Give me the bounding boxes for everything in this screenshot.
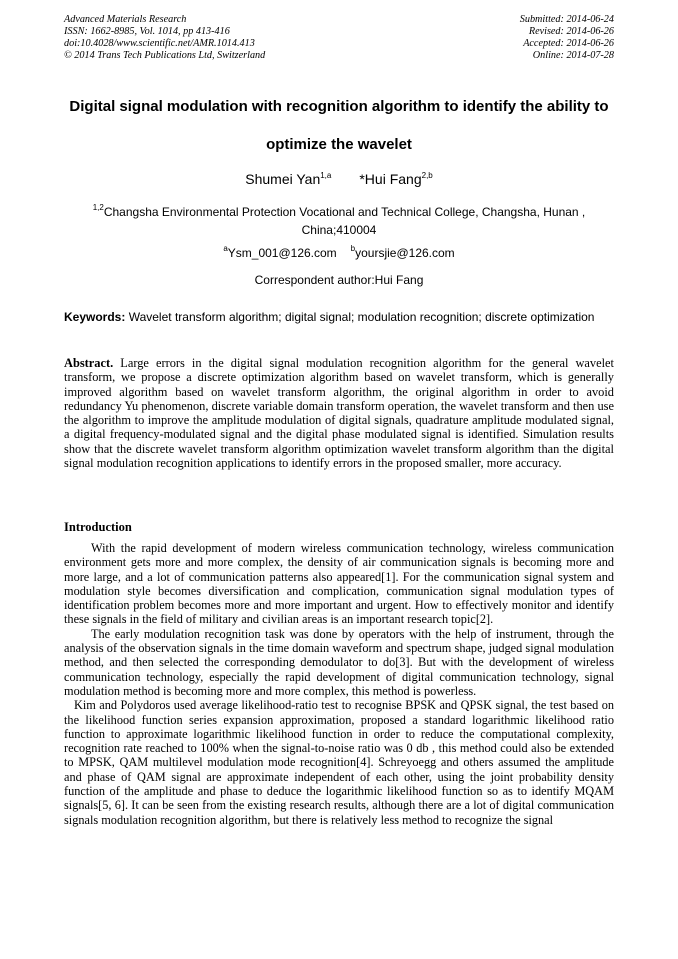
- date-online: Online: 2014-07-28: [532, 50, 614, 61]
- keywords-text: Wavelet transform algorithm; digital signal; modulation recognition; discrete optimization: [128, 310, 595, 324]
- paper-title: Digital signal modulation with recognition algorithm to identify the ability to optimize the wavelet: [69, 98, 609, 153]
- journal-issn: ISSN: 1662-8985, Vol. 1014, pp 413-416: [64, 26, 230, 37]
- journal-copyright: © 2014 Trans Tech Publications Ltd, Switzerland: [64, 50, 266, 61]
- section-heading-introduction: Introduction: [64, 520, 132, 534]
- keywords: [64, 310, 614, 324]
- body-paragraph: The early modulation recognition task was done by operators with the help of instrument, through the analysis of the observation signals in the time domain waveform and spectrum shape, judged signal modulation method, and then selected the corresponding demodulator to do[3]. But with the development of wireless communication technology, especially the rapid development of digital communication technology, signal modulation method is becoming more and more complex, this method is powerless.: [64, 626, 614, 698]
- affiliation-mark: 1,2: [92, 203, 104, 212]
- abstract: [64, 356, 614, 470]
- affiliation-text: Changsha Environmental Protection Vocational and Technical College, Changsha, Hunan , China;410004: [103, 205, 586, 237]
- date-accepted: Accepted: 2014-06-26: [523, 38, 614, 49]
- email-line: [64, 245, 614, 261]
- email-address: Ysm_001@126.com: [227, 246, 337, 260]
- body-paragraph: With the rapid development of modern wireless communication technology, wireless communication environment gets more and more complex, the density of air communication signals is becoming more and more large, and a lot of communication patterns also appeared[1]. For the communication signal system and modulation style becomes diversification and complication, communication signal modulation types of identification problem becomes more and more important and urgent. How to effectively monitor and identify these signals in the field of military and civilian areas is an important research topic[2].: [64, 541, 614, 627]
- journal-doi: doi:10.4028/www.scientific.net/AMR.1014.413: [64, 38, 255, 49]
- author-affiliation-mark: 2,b: [421, 171, 433, 180]
- journal-name: Advanced Materials Research: [64, 14, 187, 25]
- author-name: *Hui Fang: [359, 171, 422, 187]
- correspondent-author: Correspondent author:Hui Fang: [254, 273, 424, 287]
- date-revised: Revised: 2014-06-26: [528, 26, 614, 37]
- author-name: Shumei Yan: [245, 171, 321, 187]
- email-mark: a: [223, 244, 228, 253]
- date-submitted: Submitted: 2014-06-24: [519, 14, 614, 25]
- email-address: yoursjie@126.com: [355, 246, 455, 260]
- introduction-body: [64, 541, 614, 827]
- email-mark: b: [350, 244, 356, 253]
- submission-dates: [520, 14, 614, 62]
- author-line: [64, 170, 614, 188]
- abstract-label: Abstract.: [64, 356, 114, 370]
- keywords-label: Keywords:: [64, 310, 126, 324]
- affiliation: [64, 203, 614, 239]
- abstract-text: Large errors in the digital signal modulation recognition algorithm for the general wavelet transform, we propose a discrete optimization algorithm based on wavelet transform, which is generally improved algorithm based on wavelet transform algorithm, the original algorithm in order to avoid redundancy Yu phenomenon, discrete variable domain transform operation, the wavelet transform and then use the algorithm to improve the amplitude modulation of digital signals, quadrature amplitude modulated signal, a digital frequency-modulated signal and the digital phase modulated signal is identified. Simulation results show that the discrete wavelet transform algorithm optimization wavelet transform algorithm than the digital signal modulation recognition applications to identify errors in the proposed smaller, more accuracy.: [64, 356, 614, 471]
- body-paragraph: Kim and Polydoros used average likelihood-ratio test to recognise BPSK and QPSK signal, the test based on the likelihood function series expansion approximation, proposed a standard logarithmic likelihood ratio function to approximate logarithmic likelihood function in order to reduce the computational complexity, recognition rate reached to 100% when the signal-to-noise ratio was 0 db , this method could also be extended to MPSK, QAM multilevel modulation mode recognition[4]. Schreyoegg and others assumed the amplitude and phase of QAM signal are approximate independent of each other, using the joint probability density function of the amplitude and phase to deduce the logarithmic likelihood function so as to identify MQAM signals[5, 6]. It can be seen from the existing research results, although there are a lot of digital communication signals modulation recognition algorithm, but there is relatively less method to recognize the signal: [64, 698, 614, 827]
- journal-info: [64, 14, 265, 62]
- author-affiliation-mark: 1,a: [320, 171, 332, 180]
